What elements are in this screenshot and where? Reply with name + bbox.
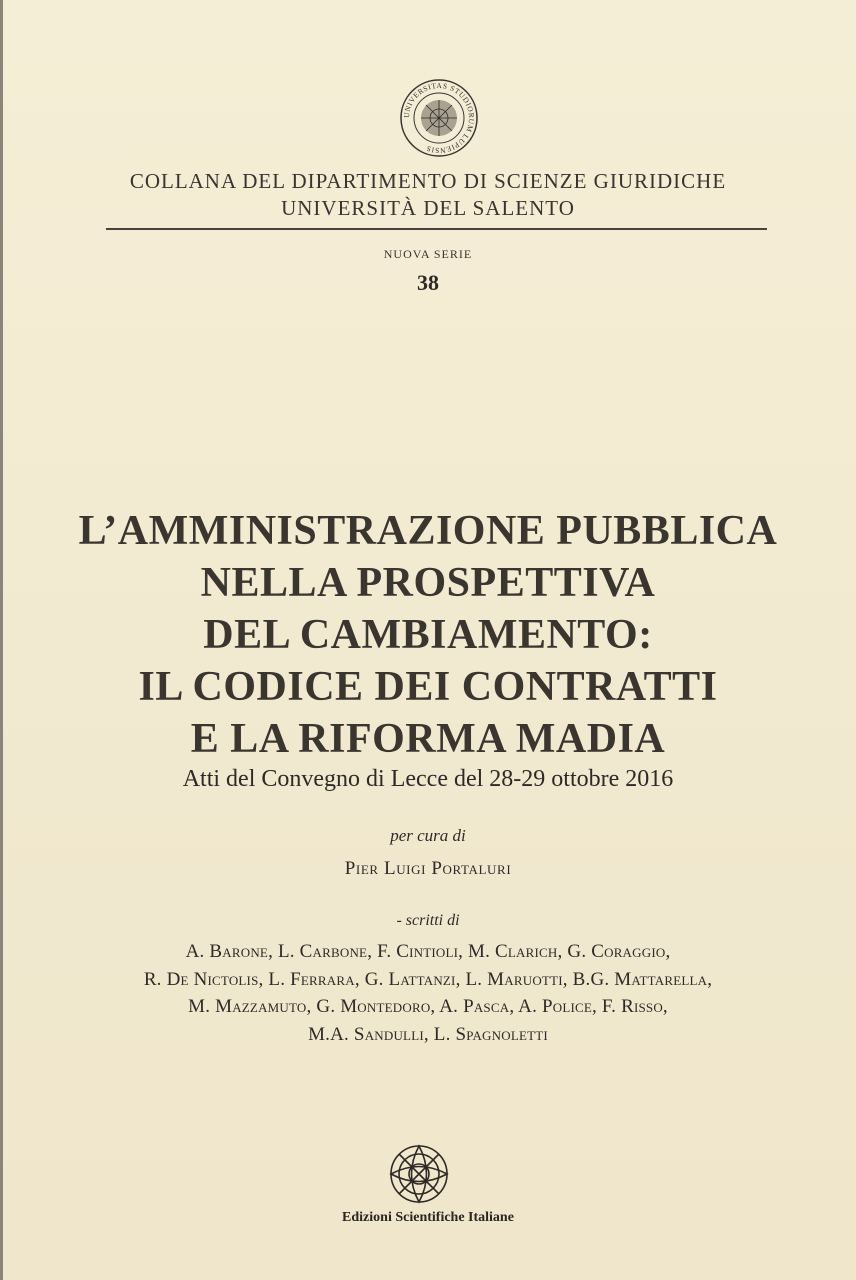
book-subtitle: Atti del Convegno di Lecce del 28-29 ottobre 2016 (182, 766, 674, 792)
svg-text:UNIVERSITAS STUDIORUM LUPIENSI: UNIVERSITAS STUDIORUM LUPIENSIS (401, 80, 477, 156)
collana-line-2: UNIVERSITÀ DEL SALENTO (281, 196, 575, 220)
contributors-label: - scritti di (396, 912, 460, 929)
series-number: 38 (417, 270, 439, 295)
title-line: L’AMMINISTRAZIONE PUBBLICA (78, 508, 778, 554)
series-label: NUOVA SERIE (383, 247, 473, 261)
contributors-line: A. Barone, L. Carbone, F. Cintioli, M. Clarich, G. Coraggio, (185, 941, 671, 962)
title-line: DEL CAMBIAMENTO: (203, 612, 653, 658)
university-seal-icon (399, 78, 479, 158)
collana-heading (0, 168, 856, 222)
contributors-line: M. Mazzamuto, G. Montedoro, A. Pasca, A. Police, F. Risso, (188, 996, 668, 1017)
contributors-line: M.A. Sandulli, L. Spagnoletti (308, 1023, 548, 1045)
publisher-name: Edizioni Scientifiche Italiane (342, 1210, 514, 1225)
contributors-list (0, 938, 856, 1048)
title-line: NELLA PROSPETTIVA (200, 560, 656, 606)
publisher-logo-icon (388, 1143, 450, 1205)
header-divider (106, 228, 767, 230)
title-line: IL CODICE DEI CONTRATTI (138, 664, 718, 710)
editor-name: Pier Luigi Portaluri (344, 858, 512, 879)
book-title (0, 505, 856, 765)
title-line: E LA RIFORMA MADIA (190, 716, 666, 762)
collana-line-1: COLLANA DEL DIPARTIMENTO DI SCIENZE GIURIDICHE (129, 169, 727, 193)
contributors-line: R. De Nictolis, L. Ferrara, G. Lattanzi, L. Maruotti, B.G. Mattarella, (143, 968, 713, 990)
editor-label: per cura di (390, 826, 466, 845)
